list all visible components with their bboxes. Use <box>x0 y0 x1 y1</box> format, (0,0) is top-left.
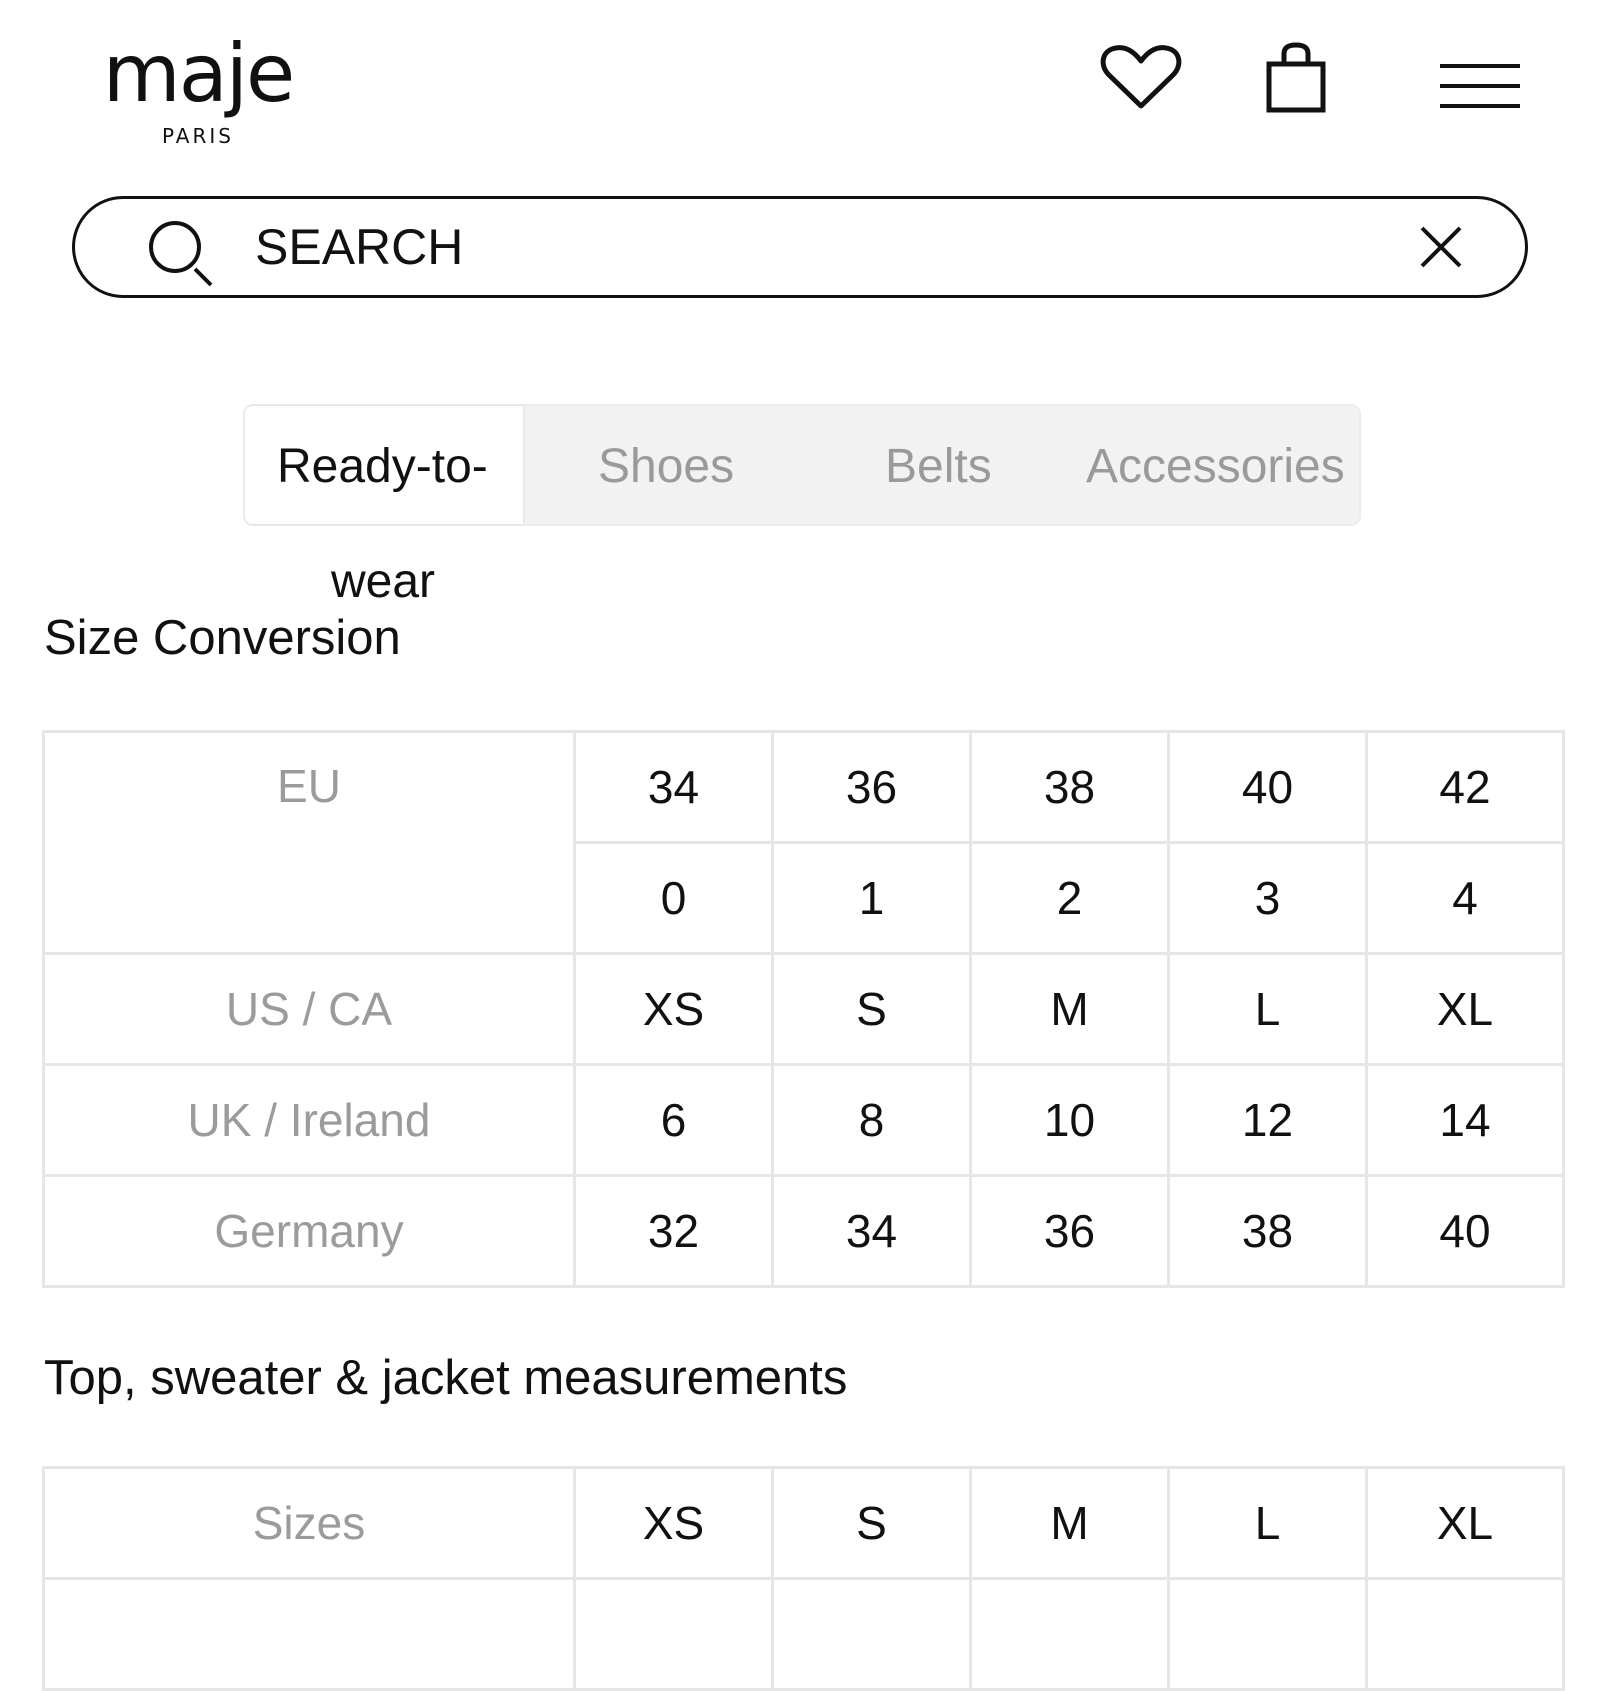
table-cell <box>773 1579 971 1690</box>
table-row <box>44 1468 1564 1579</box>
tab-belts[interactable] <box>885 406 992 524</box>
table-cell: 2 <box>971 843 1169 954</box>
table-row <box>44 1176 1564 1287</box>
tab-label: Ready-to- <box>277 440 488 493</box>
table-cell: 6 <box>575 1065 773 1176</box>
table-cell: 4 <box>1367 843 1564 954</box>
section-title-measurements: Top, sweater & jacket measurements <box>44 1351 848 1405</box>
measurements-table <box>42 1466 1565 1691</box>
table-cell: 8 <box>773 1065 971 1176</box>
tab-shoes[interactable] <box>598 406 734 524</box>
table-cell: 38 <box>1169 1176 1367 1287</box>
row-label-germany: Germany <box>44 1176 575 1287</box>
tab-label: Belts <box>885 440 992 493</box>
table-cell: 0 <box>575 843 773 954</box>
table-cell: 42 <box>1367 732 1564 843</box>
tab-label-wrap: wear <box>331 555 436 608</box>
close-icon[interactable] <box>1419 225 1463 274</box>
table-cell <box>575 1579 773 1690</box>
hamburger-menu-icon[interactable] <box>1440 62 1520 117</box>
table-cell: S <box>773 1468 971 1579</box>
table-cell: M <box>971 1468 1169 1579</box>
tab-label: Shoes <box>598 440 735 493</box>
table-cell: XS <box>575 954 773 1065</box>
table-row <box>44 732 1564 843</box>
table-cell: L <box>1169 1468 1367 1579</box>
search-input[interactable] <box>255 209 1355 285</box>
table-cell: 12 <box>1169 1065 1367 1176</box>
tab-label: Accessories <box>1086 440 1345 493</box>
table-cell: 36 <box>971 1176 1169 1287</box>
table-cell: XL <box>1367 954 1564 1065</box>
table-row <box>44 1065 1564 1176</box>
search-icon <box>145 217 217 294</box>
section-title-size-conversion: Size Conversion <box>44 611 401 665</box>
table-cell: 38 <box>971 732 1169 843</box>
tab-accessories[interactable] <box>1086 406 1345 524</box>
table-cell: 34 <box>575 732 773 843</box>
table-cell: XS <box>575 1468 773 1579</box>
table-cell: 36 <box>773 732 971 843</box>
row-label-uk-ireland: UK / Ireland <box>44 1065 575 1176</box>
table-cell <box>44 1579 575 1690</box>
table-cell: 34 <box>773 1176 971 1287</box>
table-cell: 14 <box>1367 1065 1564 1176</box>
table-cell: 3 <box>1169 843 1367 954</box>
shopping-bag-icon[interactable] <box>1266 42 1326 119</box>
row-label-eu: EU <box>44 732 575 954</box>
table-cell: S <box>773 954 971 1065</box>
search-bar[interactable] <box>72 196 1528 298</box>
table-cell <box>971 1579 1169 1690</box>
table-cell: L <box>1169 954 1367 1065</box>
table-row <box>44 1579 1564 1690</box>
size-conversion-table <box>42 730 1565 1288</box>
table-cell: M <box>971 954 1169 1065</box>
table-cell <box>1169 1579 1367 1690</box>
table-cell: 10 <box>971 1065 1169 1176</box>
table-cell: 1 <box>773 843 971 954</box>
brand-logo[interactable] <box>78 28 318 148</box>
table-cell: XL <box>1367 1468 1564 1579</box>
table-cell: 40 <box>1367 1176 1564 1287</box>
table-cell: 32 <box>575 1176 773 1287</box>
table-cell: 40 <box>1169 732 1367 843</box>
row-label-sizes: Sizes <box>44 1468 575 1579</box>
logo-subtitle: PARIS <box>162 124 234 148</box>
row-label-us-ca: US / CA <box>44 954 575 1065</box>
logo-wordmark: maje <box>102 27 294 120</box>
category-tabs <box>243 404 1361 608</box>
table-row <box>44 954 1564 1065</box>
wishlist-heart-icon[interactable] <box>1100 44 1182 115</box>
tab-ready-to-wear[interactable] <box>245 406 523 608</box>
table-cell <box>1367 1579 1564 1690</box>
